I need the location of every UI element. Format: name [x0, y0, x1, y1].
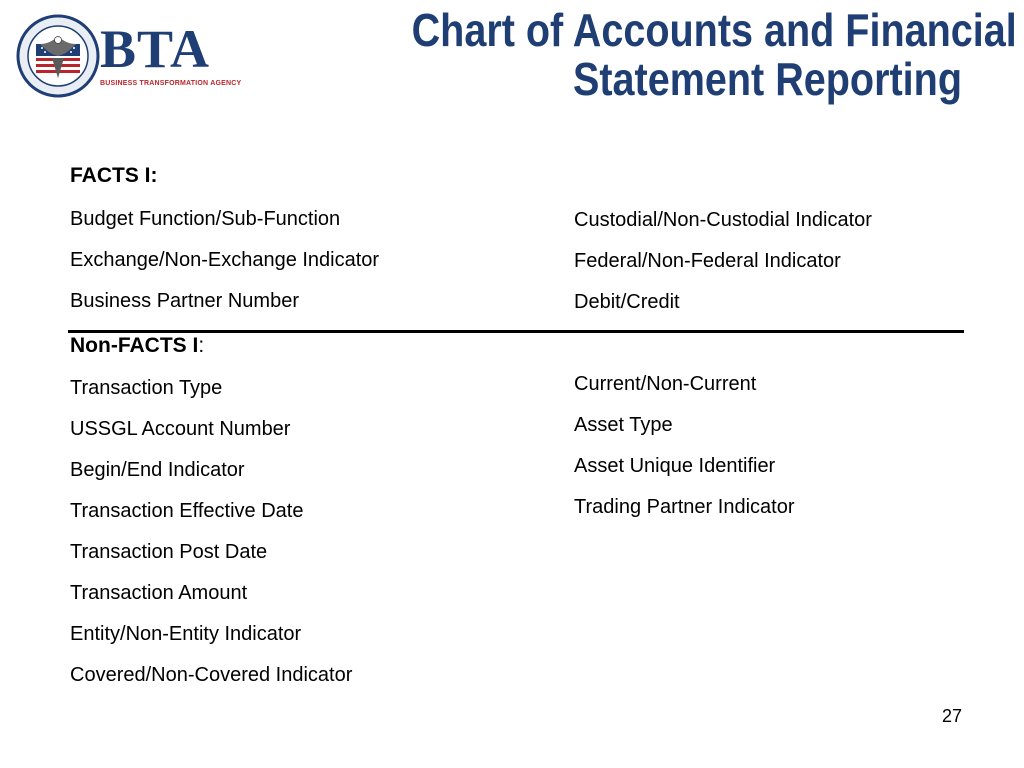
- non-facts-i-right-item: Trading Partner Indicator: [574, 496, 795, 518]
- non-facts-i-heading: [70, 334, 204, 358]
- agency-seal-icon: [16, 14, 100, 98]
- section-divider: [68, 330, 964, 333]
- non-facts-i-left-item: Transaction Post Date: [70, 541, 268, 563]
- page-number: 27: [941, 706, 962, 726]
- non-facts-i-right-item: Asset Unique Identifier: [574, 455, 776, 477]
- non-facts-i-left-item: Transaction Type: [70, 377, 223, 399]
- facts-i-right-item: Custodial/Non-Custodial Indicator: [574, 209, 872, 231]
- slide-title: [411, 4, 1017, 105]
- non-facts-i-heading-text: Non-FACTS I: [70, 334, 199, 357]
- non-facts-i-right-item: Asset Type: [574, 414, 673, 436]
- non-facts-i-right-item: Current/Non-Current: [574, 373, 757, 395]
- non-facts-i-left-item: USSGL Account Number: [70, 418, 291, 440]
- facts-i-right-item: Federal/Non-Federal Indicator: [574, 250, 841, 272]
- facts-i-left-item: Business Partner Number: [70, 290, 299, 312]
- bta-logo: [16, 14, 242, 98]
- non-facts-i-left-item: Begin/End Indicator: [70, 459, 245, 481]
- non-facts-i-left-item: Transaction Amount: [70, 582, 248, 604]
- logo-subtitle: BUSINESS TRANSFORMATION AGENCY: [100, 80, 242, 87]
- non-facts-i-left-item: Transaction Effective Date: [70, 500, 304, 522]
- facts-i-heading: FACTS I:: [70, 164, 158, 187]
- facts-i-left-item: Exchange/Non-Exchange Indicator: [70, 249, 380, 271]
- logo-wordmark: BTA: [100, 19, 211, 79]
- slide-title-line-1: Chart of Accounts and Financial: [411, 4, 1017, 56]
- facts-i-left-item: Budget Function/Sub-Function: [70, 208, 341, 230]
- facts-i-right-item: Debit/Credit: [574, 291, 680, 313]
- slide-title-line-2: Statement Reporting: [572, 53, 962, 105]
- non-facts-i-left-item: Entity/Non-Entity Indicator: [70, 623, 302, 645]
- non-facts-i-heading-colon: :: [198, 334, 205, 357]
- non-facts-i-left-item: Covered/Non-Covered Indicator: [70, 664, 353, 686]
